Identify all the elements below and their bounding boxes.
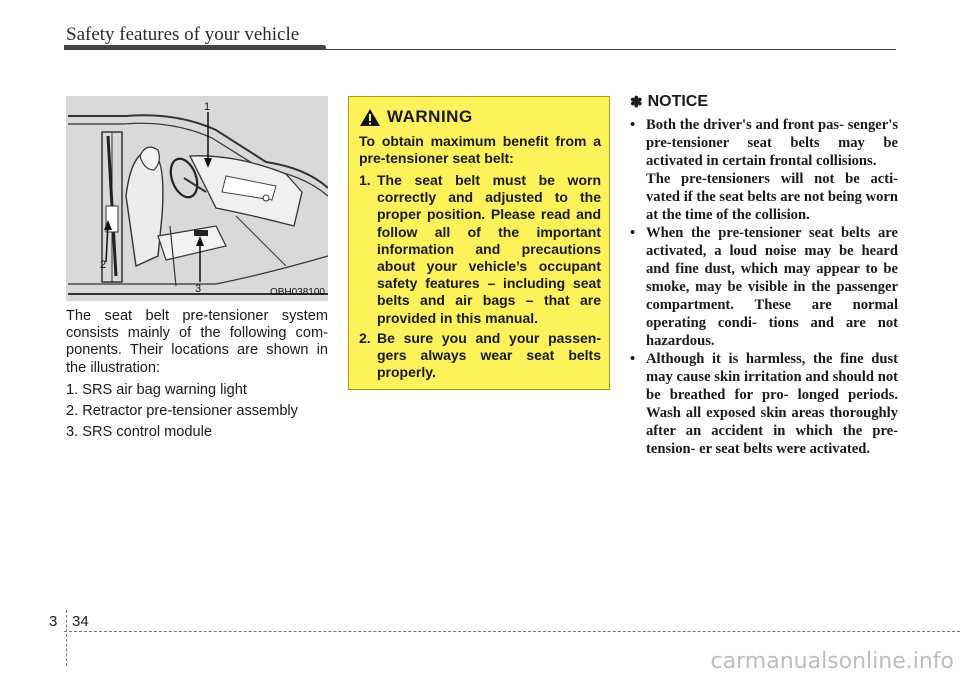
notice-header: [630, 93, 898, 111]
item-text: When the pre-tensioner seat belts are activated, a loud noise may be heard and fine dust, which may appear to be smoke, may be visible in the passenger compartment. These are normal operating condi- tions and are not hazardous.: [646, 225, 898, 349]
car-interior-drawing: [66, 96, 328, 301]
chapter-number: 3: [49, 613, 58, 630]
warning-header: [359, 107, 601, 127]
notice-section: [630, 93, 898, 458]
callout-1: 1: [204, 101, 211, 113]
notice-title: NOTICE: [647, 93, 709, 110]
callout-3: 3: [195, 283, 202, 295]
callout-2: 2: [100, 259, 107, 271]
bullet-icon: •: [630, 117, 636, 133]
list-item: 3. SRS control module: [66, 424, 213, 441]
warning-title: WARNING: [387, 107, 473, 126]
bullet-icon: •: [630, 351, 636, 367]
list-item: 2. Retractor pre-tensioner assembly: [66, 403, 298, 420]
bullet-icon: •: [630, 225, 636, 241]
page-header-title: Safety features of your vehicle: [66, 24, 300, 45]
watermark: carmanualsonline.info: [710, 649, 954, 674]
list-item: [359, 330, 601, 382]
component-list: [66, 382, 328, 442]
notice-star-icon: ✽: [630, 94, 643, 111]
seatbelt-illustration: [66, 96, 328, 301]
figure-code: OBH038100: [269, 287, 325, 298]
warning-intro: To obtain maximum benefit from a pre-tensioner seat belt:: [359, 133, 601, 166]
item-text: Although it is harmless, the fine dust may cause skin irritation and should not be breathed for pro- longed periods. Wash all exposed skin areas thoroughly after an accident in which the pre-tension- er seat belts were activated.: [646, 351, 898, 457]
page-number: 34: [72, 613, 89, 630]
list-item: 1. SRS air bag warning light: [66, 381, 247, 398]
header-rule-thin: [320, 49, 896, 50]
header-rule: [64, 45, 326, 50]
item-text: Be sure you and your passen- gers always wear seat belts properly.: [377, 329, 601, 381]
item-body: [646, 116, 898, 224]
footer-divider: [64, 631, 960, 632]
list-item: [630, 350, 898, 458]
warning-list: [359, 172, 601, 381]
intro-paragraph: The seat belt pre-tensioner system consists mainly of the following com- ponents. Their locations are shown in the illustration:: [66, 308, 328, 376]
warning-box: [348, 96, 610, 390]
item-number: 1.: [359, 172, 371, 188]
item-number: 2.: [359, 329, 371, 346]
warning-triangle-icon: [359, 108, 381, 127]
item-text: Both the driver's and front pas- senger's pre-tensioner seat belts may be activated in certain frontal collisions.: [646, 117, 898, 169]
footer-vertical-divider: [66, 610, 67, 666]
item-text: The seat belt must be worn correctly and adjusted to the proper position. Please read and follow all of the important information and precautions about your vehicle’s occupant safety features – including seat belts and air bags – that are provided in this manual.: [377, 172, 601, 326]
list-item: [630, 224, 898, 350]
list-item: [630, 116, 898, 224]
item-extra-text: The pre-tensioners will not be acti- vated if the seat belts are not being worn at the time of the collision.: [646, 171, 898, 223]
notice-list: [630, 116, 898, 458]
list-item: [359, 172, 601, 327]
left-column-text: [66, 308, 328, 445]
